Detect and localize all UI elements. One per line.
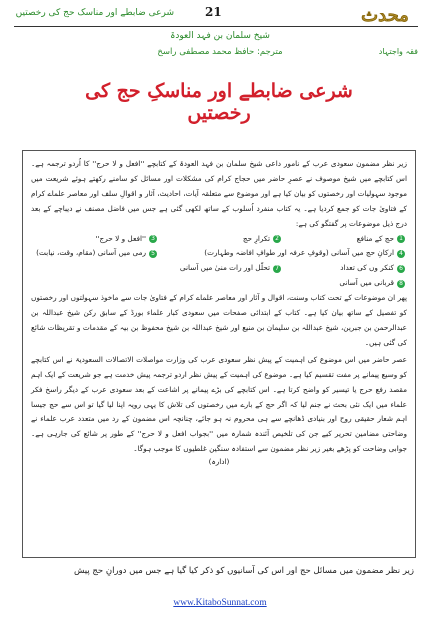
topic-item <box>281 261 405 276</box>
topic-item <box>33 232 157 247</box>
topic-label: حج کے منافع <box>356 233 394 243</box>
website-link[interactable]: www.KitaboSunnat.com <box>173 598 267 608</box>
topic-number-badge: 8 <box>397 280 405 288</box>
author-name: شیخ سلمان بن فہد العودۃ <box>170 31 270 41</box>
topic-label: کنکر وں کی تعداد <box>340 263 394 273</box>
topic-item <box>157 232 281 247</box>
svg-text:محدث: محدث <box>361 5 409 26</box>
intro-paragraph: زیر نظر مضمون سعودی عرب کے نامور داعی شیخ سلمان بن فہد العودۃ کے کتابچے ''افعل و لا حرج'' کا اُردو ترجمہ ہے۔ اس کتابچے میں شیخ موصوف نے عصرِ حاضر میں حجاج کرام کی مشکلات اور مسائل کو سامنے رکھتے ہوئے شریعت میں موجود سہولیات اور رخصتوں کو بیان کیا ہے اور موضوع سے متعلقہ آیات، احادیث، آثار و اقوالِ سلف اور معاصر علماے کرام کے فتاویٰ جات کو جمع کردیا ہے۔ یہ کتاب منفرد اُسلوب کے ساتھ لکھی گئی ہے جس میں فاضل مصنف نے دیباچے کے بعد درج ذیل موضوعات پر گفتگو کی ہے: <box>31 159 407 228</box>
article-title: شرعی ضابطے اور مناسکِ حج کی رخصتیں <box>85 80 353 124</box>
topic-item <box>281 276 405 291</box>
topics-list <box>23 232 415 292</box>
body-lead-line: زیر نظر مضمون میں مسائل حج اور اس کی آسانیوں کو ذکر کیا گیا ہے جس میں دورانِ حج پیش <box>73 566 414 576</box>
topic-number-badge: 6 <box>397 265 405 273</box>
topic-number-badge: 4 <box>397 250 405 258</box>
topic-label: رمی میں آسانی (مقام، وقت، نیابت) <box>36 248 146 258</box>
topic-label: ''افعل و لا حرج'' <box>95 233 146 243</box>
topic-label: قربانی میں آسانی <box>339 278 394 288</box>
topic-number-badge: 5 <box>149 250 157 258</box>
intro-box <box>22 150 416 558</box>
translator-name: مترجم: حافظ محمد مصطفی راسخ <box>157 47 283 57</box>
page-number: 21 <box>205 5 222 19</box>
topic-label: تحلّل اور رات منیٰ میں آسانی <box>179 263 270 273</box>
topic-item <box>33 261 281 276</box>
section-label: فقہ واجتہاد <box>378 47 418 56</box>
topic-number-badge: 7 <box>273 265 281 273</box>
editor-signature: (ادارہ) <box>208 457 230 467</box>
topic-number-badge: 3 <box>149 235 157 243</box>
sources-paragraph: پھر ان موضوعات کے تحت کتاب وسنت، اقوال و آثار اور معاصر علماے کرام کے فتاویٰ جات سے ماخوذ سہولتوں اور رخصتوں کو تفصیل کے ساتھ بیان کیا ہے۔ کتاب کے ابتدائی صفحات میں سعودی کبار علماء بورڈ کے سابق رکن شیخ عبداللہ بن عبدالرحمن بن جبرین، شیخ عبداللہ بن سلیمان بن منیع اور شیخ عبداللہ بن شیخ محفوظ بن بیہ کے مقدمات و تقریظات شائع کی گئی ہیں۔ <box>31 293 407 347</box>
topic-item <box>281 232 405 247</box>
magazine-logo <box>352 2 418 26</box>
topic-label: ارکانِ حج میں آسانی (وقوفِ عرفہ اور طوافِ افاضہ وطہارت) <box>204 248 394 258</box>
topic-item <box>33 246 157 261</box>
header-rule <box>14 26 418 27</box>
topic-label: تکرارِ حج <box>242 233 270 243</box>
topic-number-badge: 1 <box>397 235 405 243</box>
topic-item <box>157 246 405 261</box>
topic-number-badge: 2 <box>273 235 281 243</box>
running-title: شرعی ضابطے اور مناسک حج کی رخصتیں <box>15 8 174 18</box>
context-paragraph: عصر حاضر میں اس موضوع کی اہمیت کے پیش نظر سعودی عرب کی وزارت مواصلات الاتصالات السعودیۃ نے اس کتابچے کو وسیع پیمانے پر مفت تقسیم کیا ہے۔ موضوع کی اہمیت کے پیش نظر اردو ترجمہ پیش خدمت ہے جو شریعت کے ایک اہم مقصد رفع حرج یا تیسیر کو واضح کرتا ہے۔ اس کتابچے کی بڑے پیمانے پر اشاعت کے بعد سعودی عرب کے دیگر راسخ فکر علماء میں ایک نئی بحث نے جنم لیا کہ اگر حج کے بارے میں رخصتوں کی تلاش کا یہی رویہ اپنا لیا گیا تو اس سے حج جیسا اہم شعار حقیقی روح اور بنیادی ڈھانچے سے ہی محروم نہ ہو جائے، چنانچہ اس مضمون کے رد میں متعدد عرب علماء نے وضاحتی مضامین تحریر کیے جن کی تلخیص آئندہ شمارہ میں ''بجواب افعل و لا حرج'' کے طور پر شائع کی جارہی ہے۔ جوابی وضاحت کو پڑھے بغیر زیر نظر مضمون سے استفادہ سنگین غلطیوں کا موجب ہوگا۔ <box>31 354 407 454</box>
